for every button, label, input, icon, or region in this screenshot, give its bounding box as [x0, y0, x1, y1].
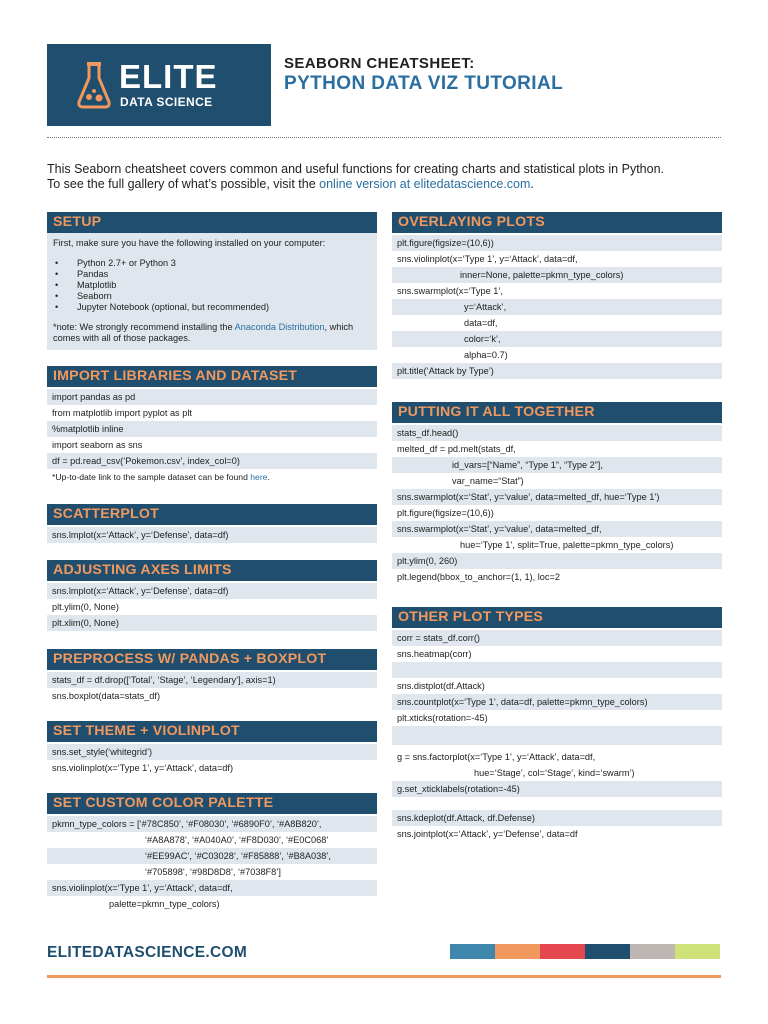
- intro-text-1: This Seaborn cheatsheet covers common and useful functions for creating charts and statistical plots in Python.: [47, 162, 664, 176]
- dataset-note: [47, 469, 377, 485]
- code-row: sns.lmplot(x=‘Attack’, y=‘Defense’, data=df): [47, 583, 377, 599]
- list-item: • Jupyter Notebook (optional, but recommended): [53, 302, 371, 313]
- section-color-palette: [47, 793, 377, 912]
- section-title: OVERLAYING PLOTS: [392, 212, 722, 233]
- section-overlaying-plots: [392, 212, 722, 379]
- dataset-link[interactable]: here: [250, 472, 268, 482]
- code-row: from matplotlib import pyplot as plt: [52, 408, 192, 418]
- note-text: comes with all of those packages.: [53, 333, 191, 343]
- setup-body: [47, 233, 377, 350]
- setup-intro: First, make sure you have the following installed on your computer:: [53, 238, 326, 248]
- code-row: ‘#A8A878’, ‘#A040A0’, ‘#F8D030’, ‘#E0C068’: [145, 835, 329, 845]
- code-row: sns.violinplot(x=‘Type 1’, y=‘Attack’, data=df): [52, 763, 234, 773]
- code-row: palette=pkmn_type_colors): [109, 899, 220, 909]
- intro-text-2: To see the full gallery of what’s possible, visit the: [47, 177, 320, 191]
- code-row: plt.figure(figsize=(10,6)): [392, 235, 722, 251]
- code-row: sns.violinplot(x=‘Type 1’, y=‘Attack’, data=df,: [397, 254, 578, 264]
- intro-paragraph: [47, 162, 737, 192]
- code-row: ‘#705898’, ‘#98D8D8’, ‘#7038F8’]: [145, 867, 281, 877]
- logo-elite: ELITE: [119, 58, 218, 95]
- section-title: SET CUSTOM COLOR PALETTE: [47, 793, 377, 814]
- swatch: [540, 944, 585, 959]
- flask-icon: [77, 61, 111, 109]
- code-row: import pandas as pd: [47, 389, 377, 405]
- code-row: corr = stats_df.corr(): [392, 630, 722, 646]
- code-row: inner=None, palette=pkmn_type_colors): [392, 267, 722, 283]
- code-row: hue=‘Type 1’, split=True, palette=pkmn_type_colors): [460, 540, 674, 550]
- code-row: hue=‘Stage’, col=‘Stage’, kind=‘swarm’): [474, 768, 635, 778]
- code-row: [392, 797, 722, 810]
- note-text: .: [267, 472, 270, 482]
- list-item: • Seaborn: [53, 291, 371, 302]
- page-title: PYTHON DATA VIZ TUTORIAL: [284, 73, 564, 94]
- section-putting-together: [392, 402, 722, 585]
- code-row: sns.set_style(‘whitegrid’): [47, 744, 377, 760]
- code-row: g.set_xticklabels(rotation=-45): [392, 781, 722, 797]
- anaconda-link[interactable]: Anaconda Distribution: [234, 322, 325, 332]
- footer-rule: [47, 975, 721, 978]
- section-import: [47, 366, 377, 485]
- section-title: SCATTERPLOT: [47, 504, 377, 525]
- code-row: g = sns.factorplot(x=‘Type 1’, y=‘Attack’, data=df,: [397, 752, 596, 762]
- code-row: sns.boxplot(data=stats_df): [52, 691, 161, 701]
- section-theme: [47, 721, 377, 776]
- code-row: y=‘Attack’,: [392, 299, 722, 315]
- code-row: plt.figure(figsize=(10,6)): [397, 508, 494, 518]
- section-setup: [47, 212, 377, 350]
- header-line1: SEABORN CHEATSHEET:: [284, 55, 475, 72]
- section-scatterplot: [47, 504, 377, 543]
- code-row: color=‘k’,: [392, 331, 722, 347]
- section-title: PREPROCESS W/ PANDAS + BOXPLOT: [47, 649, 377, 670]
- code-row: [392, 726, 722, 745]
- section-axes-limits: [47, 560, 377, 631]
- setup-note: [53, 322, 371, 344]
- section-title: ADJUSTING AXES LIMITS: [47, 560, 377, 581]
- logo: [47, 44, 271, 126]
- code-row: data=df,: [464, 318, 498, 328]
- note-text: *note: We strongly recommend installing the: [53, 322, 235, 332]
- code-row: import seaborn as sns: [52, 440, 143, 450]
- code-row: %matplotlib inline: [47, 421, 377, 437]
- code-row: [392, 662, 722, 678]
- code-row: sns.lmplot(x=‘Attack’, y=‘Defense’, data=df): [47, 527, 377, 543]
- code-row: melted_df = pd.melt(stats_df,: [397, 444, 516, 454]
- note-text: , which: [324, 322, 354, 332]
- code-row: sns.distplot(df.Attack): [397, 681, 485, 691]
- swatch: [675, 944, 720, 959]
- section-title: IMPORT LIBRARIES AND DATASET: [47, 366, 377, 387]
- list-item: • Matplotlib: [53, 280, 371, 291]
- section-title: PUTTING IT ALL TOGETHER: [392, 402, 722, 423]
- code-row: sns.violinplot(x=‘Type 1’, y=‘Attack’, data=df,: [47, 880, 377, 896]
- swatch: [450, 944, 495, 959]
- code-row: plt.legend(bbox_to_anchor=(1, 1), loc=2: [397, 572, 560, 582]
- dotted-divider: [47, 137, 721, 138]
- code-row: stats_df.head(): [392, 425, 722, 441]
- requirements-list: [53, 258, 371, 313]
- code-row: ‘#EE99AC’, ‘#C03028’, ‘#F85888’, ‘#B8A038’,: [47, 848, 377, 864]
- section-other-plot-types: [392, 607, 722, 842]
- section-title: SETUP: [47, 212, 377, 233]
- code-row: id_vars=[“Name”, “Type 1”, “Type 2”],: [392, 457, 722, 473]
- code-row: plt.ylim(0, None): [52, 602, 119, 612]
- swatch: [585, 944, 630, 959]
- code-row: sns.swarmplot(x=‘Stat’, y=‘value’, data=melted_df,: [392, 521, 722, 537]
- section-title: SET THEME + VIOLINPLOT: [47, 721, 377, 742]
- color-swatches: [450, 944, 720, 959]
- swatch: [630, 944, 675, 959]
- section-title: OTHER PLOT TYPES: [392, 607, 722, 628]
- intro-end: .: [530, 177, 534, 191]
- code-row: plt.title(‘Attack by Type’): [392, 363, 722, 379]
- code-row: sns.jointplot(x=‘Attack’, y=‘Defense’, data=df: [397, 829, 578, 839]
- logo-data-science: DATA SCIENCE: [120, 95, 213, 109]
- code-row: sns.kdeplot(df.Attack, df.Defense): [392, 810, 722, 826]
- footer-url[interactable]: ELITEDATASCIENCE.COM: [47, 944, 248, 961]
- code-row: sns.heatmap(corr): [397, 649, 472, 659]
- code-row: sns.countplot(x=‘Type 1’, data=df, palette=pkmn_type_colors): [392, 694, 722, 710]
- code-row: alpha=0.7): [464, 350, 508, 360]
- section-preprocess: [47, 649, 377, 704]
- code-row: sns.swarmplot(x=‘Type 1’,: [397, 286, 503, 296]
- code-row: plt.ylim(0, 260): [392, 553, 722, 569]
- code-row: pkmn_type_colors = [‘#78C850’, ‘#F08030’, ‘#6890F0’, ‘#A8B820’,: [47, 816, 377, 832]
- code-row: plt.xlim(0, None): [47, 615, 377, 631]
- online-version-link[interactable]: online version at elitedatascience.com: [319, 177, 531, 191]
- swatch: [495, 944, 540, 959]
- code-row: var_name=“Stat”): [452, 476, 524, 486]
- note-text: *Up-to-date link to the sample dataset can be found: [52, 472, 251, 482]
- code-row: stats_df = df.drop([‘Total’, ‘Stage’, ‘Legendary’], axis=1): [47, 672, 377, 688]
- code-row: plt.xticks(rotation=-45): [397, 713, 488, 723]
- code-row: sns.swarmplot(x=‘Stat’, y=‘value’, data=melted_df, hue=‘Type 1’): [392, 489, 722, 505]
- code-row: df = pd.read_csv(‘Pokemon.csv’, index_col=0): [47, 453, 377, 469]
- list-item: • Python 2.7+ or Python 3: [53, 258, 371, 269]
- list-item: • Pandas: [53, 269, 371, 280]
